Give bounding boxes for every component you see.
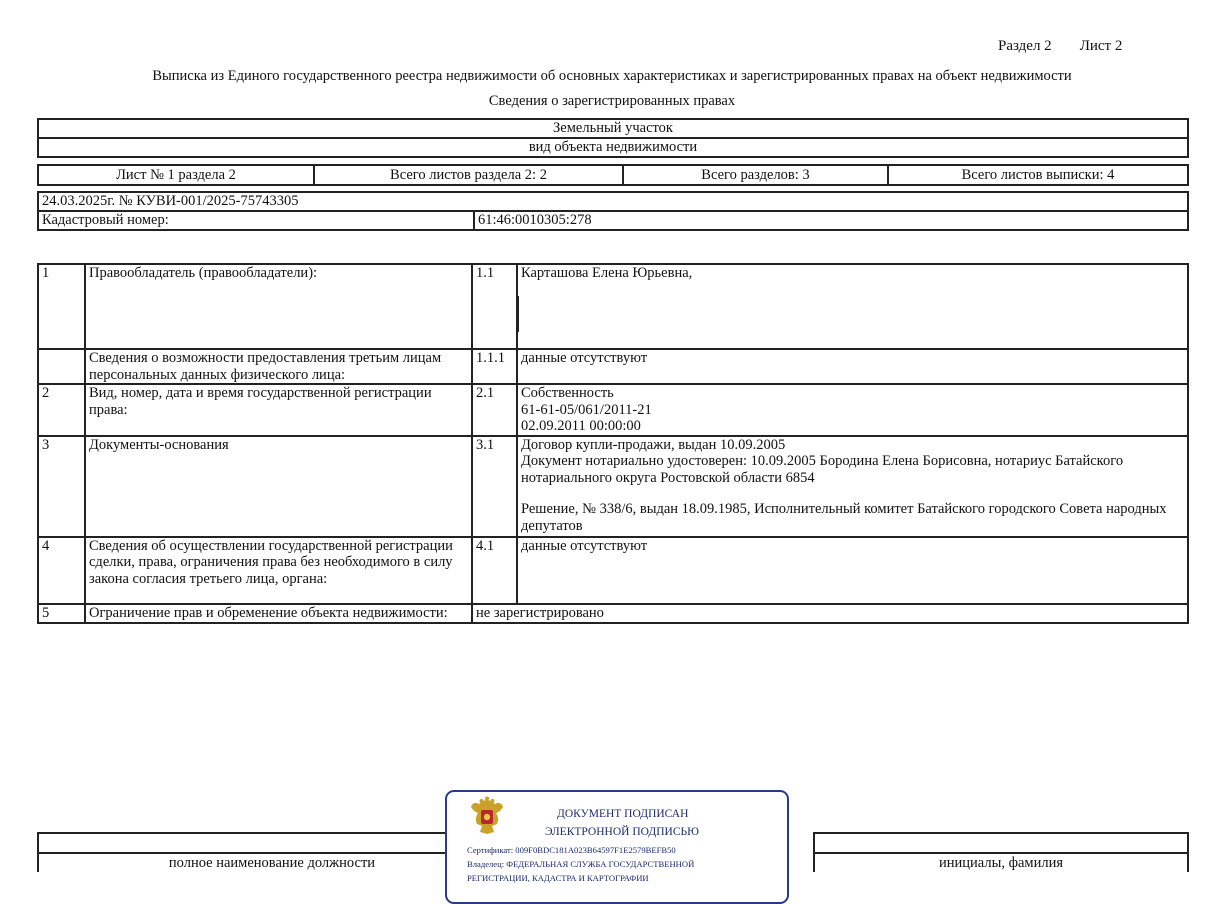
basis-document-1: Договор купли-продажи, выдан 10.09.2005 bbox=[521, 436, 786, 453]
registration-table bbox=[37, 191, 1189, 231]
table-row bbox=[38, 349, 1188, 384]
rights-table bbox=[37, 263, 1189, 624]
row-value bbox=[517, 384, 1188, 436]
coat-of-arms-icon bbox=[469, 796, 505, 838]
row-label: Вид, номер, дата и время государственной регистрации права: bbox=[85, 384, 472, 436]
cadastral-label: Кадастровый номер: bbox=[38, 211, 474, 230]
stamp-owner: Владелец: ФЕДЕРАЛЬНАЯ СЛУЖБА ГОСУДАРСТВЕННОЙ bbox=[467, 859, 695, 869]
row-subnumber: 1.1.1 bbox=[472, 349, 517, 384]
row-number: 3 bbox=[38, 436, 85, 537]
rights-holder: Карташова Елена Юрьевна, bbox=[517, 264, 1188, 349]
row-label: Ограничение прав и обременение объекта недвижимости: bbox=[85, 604, 472, 623]
section-label: Раздел 2 bbox=[998, 38, 1052, 54]
row-label: Правообладатель (правообладатели): bbox=[85, 264, 472, 349]
sheet-of-section: Лист № 1 раздела 2 bbox=[38, 165, 314, 185]
e-signature-stamp bbox=[445, 790, 789, 904]
redaction-mark bbox=[517, 296, 519, 332]
table-row bbox=[38, 537, 1188, 604]
initials-label: инициалы, фамилия bbox=[814, 853, 1188, 872]
stamp-line-2: ЭЛЕКТРОННОЙ ПОДПИСЬЮ bbox=[545, 826, 699, 838]
row-value: не зарегистрировано bbox=[472, 604, 1188, 623]
row-label: Документы-основания bbox=[85, 436, 472, 537]
table-row bbox=[38, 604, 1188, 623]
row-label: Сведения об осуществлении государственной регистрации сделки, права, ограничения права без необходимого в силу закона согласия третьего лица, органа: bbox=[85, 537, 472, 604]
row-value: данные отсутствуют bbox=[517, 349, 1188, 384]
sheets-info-table bbox=[37, 164, 1189, 186]
row-number: 1 bbox=[38, 264, 85, 349]
stamp-owner-continued: РЕГИСТРАЦИИ, КАДАСТРА И КАРТОГРАФИИ bbox=[467, 873, 649, 883]
document-title: Выписка из Единого государственного реестра недвижимости об основных характеристиках и зарегистрированных правах на объект недвижимости bbox=[152, 68, 1072, 84]
object-type: Земельный участок bbox=[38, 119, 1188, 138]
registration-date-number: 24.03.2025г. № КУВИ-001/2025-75743305 bbox=[38, 192, 1188, 211]
row-label: Сведения о возможности предоставления третьим лицам персональных данных физического лица: bbox=[85, 349, 472, 384]
table-row bbox=[38, 384, 1188, 436]
cadastral-number: 61:46:0010305:278 bbox=[474, 211, 1188, 230]
section-sheet-header bbox=[998, 38, 1122, 55]
document-subtitle: Сведения о зарегистрированных правах bbox=[488, 93, 736, 109]
position-label: полное наименование должности bbox=[38, 853, 506, 872]
row-number: 2 bbox=[38, 384, 85, 436]
row-subnumber: 2.1 bbox=[472, 384, 517, 436]
right-date: 02.09.2011 00:00:00 bbox=[521, 418, 641, 434]
basis-notary: Документ нотариально удостоверен: 10.09.2005 Бородина Елена Борисовна, нотариус Батайского нотариального округа Ростовской области 6854 bbox=[521, 453, 1124, 486]
row-subnumber: 3.1 bbox=[472, 436, 517, 537]
total-sections: Всего разделов: 3 bbox=[623, 165, 888, 185]
right-type: Собственность bbox=[521, 385, 614, 401]
table-row bbox=[38, 264, 1188, 349]
object-type-caption: вид объекта недвижимости bbox=[38, 138, 1188, 157]
object-type-table bbox=[37, 118, 1189, 158]
basis-document-2: Решение, № 338/6, выдан 18.09.1985, Исполнительный комитет Батайского городского Совета народных депутатов bbox=[521, 501, 1167, 534]
stamp-certificate: Сертификат: 009F0BDC181A023B64597F1E2579BEFB50 bbox=[467, 845, 676, 855]
table-row bbox=[38, 436, 1188, 537]
row-number: 5 bbox=[38, 604, 85, 623]
total-sheets-section: Всего листов раздела 2: 2 bbox=[314, 165, 623, 185]
stamp-line-1: ДОКУМЕНТ ПОДПИСАН bbox=[557, 808, 689, 820]
sheet-label: Лист 2 bbox=[1079, 38, 1123, 54]
row-subnumber: 4.1 bbox=[472, 537, 517, 604]
row-number: 4 bbox=[38, 537, 85, 604]
total-sheets-extract: Всего листов выписки: 4 bbox=[888, 165, 1188, 185]
right-number: 61-61-05/061/2011-21 bbox=[521, 401, 652, 418]
row-value bbox=[517, 436, 1188, 537]
row-value: данные отсутствуют bbox=[517, 537, 1188, 604]
row-subnumber: 1.1 bbox=[472, 264, 517, 349]
